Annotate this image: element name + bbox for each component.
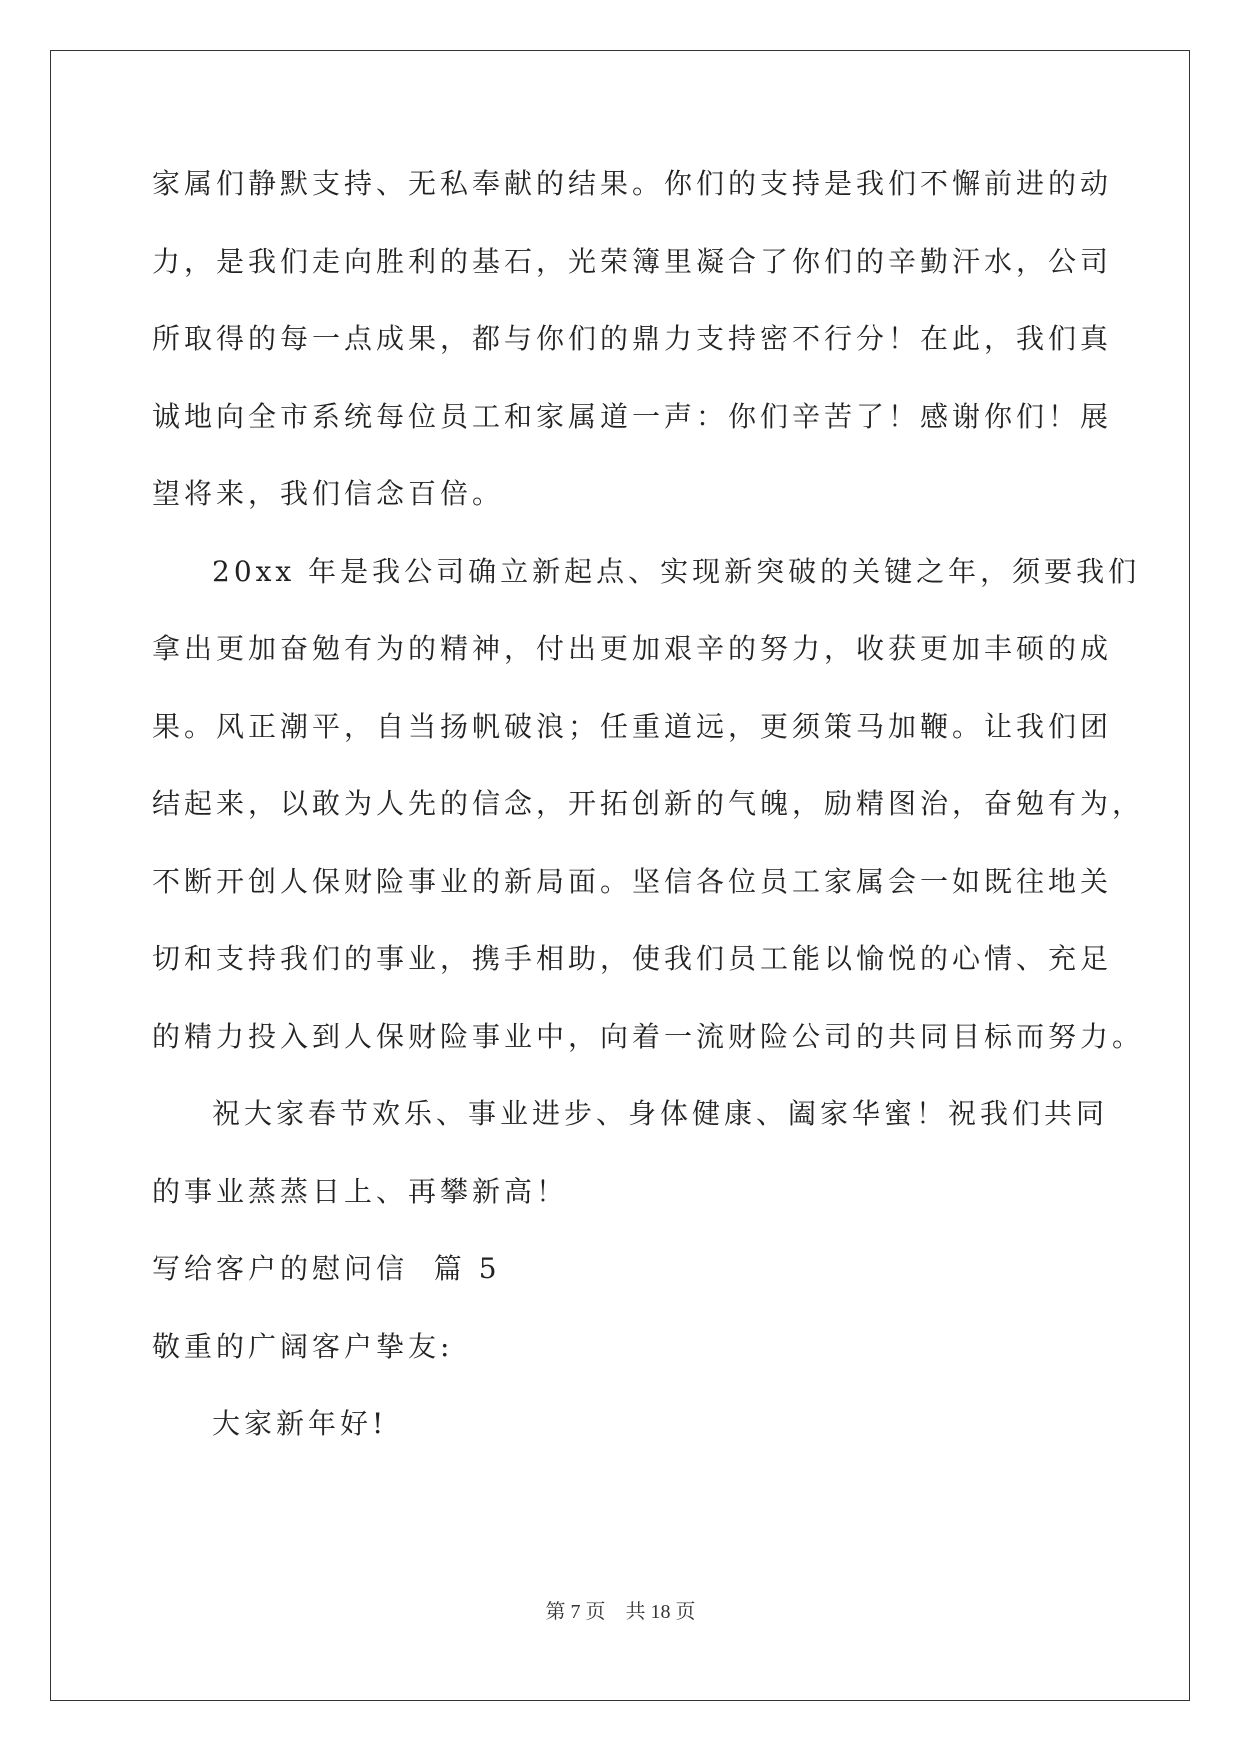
text-line: 家属们静默支持、无私奉献的结果。你们的支持是我们不懈前进的动 [152,167,1113,200]
paragraph-first-line: 20xx 年是我公司确立新起点、实现新突破的关键之年，须要我们 [212,554,1141,588]
text-line: 力，是我们走向胜利的基石，光荣簿里凝合了你们的辛勤汗水，公司 [152,244,1113,278]
text-line: 果。风正潮平，自当扬帆破浪；任重道远，更须策马加鞭。让我们团 [152,709,1113,743]
section-heading: 写给客户的慰问信 篇 5 [152,1252,501,1285]
text-line: 的事业蒸蒸日上、再攀新高！ [152,1174,569,1208]
page-number: 第 7 页 共 18 页 [545,1601,696,1623]
document-body [152,145,1145,1463]
salutation: 敬重的广阔客户挚友: [152,1329,454,1363]
text-line: 望将来，我们信念百倍。 [152,477,505,510]
text-line: 拿出更加奋勉有为的精神，付出更加艰辛的努力，收获更加丰硕的成 [152,632,1113,665]
text-line: 诚地向全市系统每位员工和家属道一声：你们辛苦了！感谢你们！展 [152,399,1113,433]
greeting: 大家新年好! [212,1407,388,1440]
text-line: 的精力投入到人保财险事业中，向着一流财险公司的共同目标而努力。 [152,1019,1145,1053]
paragraph-first-line: 祝大家春节欢乐、事业进步、身体健康、阖家华蜜！祝我们共同 [212,1097,1109,1130]
text-line: 切和支持我们的事业，携手相助，使我们员工能以愉悦的心情、充足 [152,942,1113,975]
text-line: 结起来，以敢为人先的信念，开拓创新的气魄，励精图治，奋勉有为， [152,787,1145,820]
text-line: 不断开创人保财险事业的新局面。坚信各位员工家属会一如既往地关 [152,864,1113,898]
text-line: 所取得的每一点成果，都与你们的鼎力支持密不行分！在此，我们真 [152,322,1113,355]
